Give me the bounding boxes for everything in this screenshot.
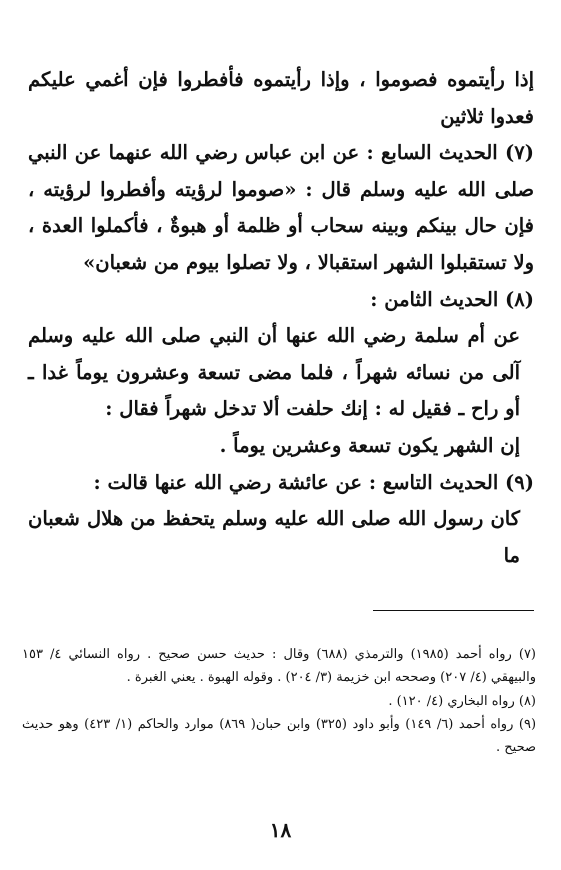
footnotes	[22, 643, 536, 759]
hadith-7-text: (٧) الحديث السابع : عن ابن عباس رضي الله عنهما عن النبي صلى الله عليه وسلم قال : «صوموا لرؤيته وأفطروا لرؤيته ، فإن حال بينكم وبينه سحاب أو ظلمة أو هبوةٌ ، فأكملوا العدة ، ولا تستقبلوا الشهر استقبالا ، ولا تصلوا بيوم من شعبان»	[28, 141, 534, 274]
hadith-8-heading: (٨) الحديث الثامن :	[370, 287, 534, 311]
main-text	[28, 62, 534, 574]
footnote-9: (٩) رواه أحمد (٦/ ١٤٩) وأبو داود (٣٢٥) وابن حبان( ٨٦٩) موارد والحاكم (١/ ٤٢٣) وهو حديث صحيح .	[22, 716, 537, 756]
page-number: ١٨	[269, 818, 292, 842]
footnote-7: (٧) رواه أحمد (١٩٨٥) والترمذي (٦٨٨) وقال : حديث حسن صحيح . رواه النسائي ٤/ ١٥٣ والبيهقي (٤/ ٢٠٧) وصححه ابن خزيمة (٣/ ٢٠٤) . وقوله الهبوة . يعني الغبرة .	[22, 647, 536, 686]
hadith-8-text: عن أم سلمة رضي الله عنها أن النبي صلى الله عليه وسلم آلى من نسائه شهراً ، فلما مضى تسعة وعشرون يوماً غدا ـ أو راح ـ فقيل له : إنك حلفت ألا تدخل شهراً فقال :	[28, 324, 520, 421]
hadith-8-quote: إن الشهر يكون تسعة وعشرين يوماً .	[219, 433, 520, 457]
hadith-9-heading: (٩) الحديث التاسع : عن عائشة رضي الله عنها قالت :	[93, 470, 534, 494]
footnote-separator	[373, 610, 534, 611]
footnote-8: (٨) رواه البخاري (٤/ ١٢٠) .	[388, 693, 536, 709]
hadith-9-text: كان رسول الله صلى الله عليه وسلم يتحفظ من هلال شعبان ما	[28, 507, 520, 567]
hadith-6-ending: إذا رأيتموه فصوموا ، وإذا رأيتموه فأفطروا فإن أغمي عليكم فعدوا ثلاثين	[28, 68, 534, 128]
